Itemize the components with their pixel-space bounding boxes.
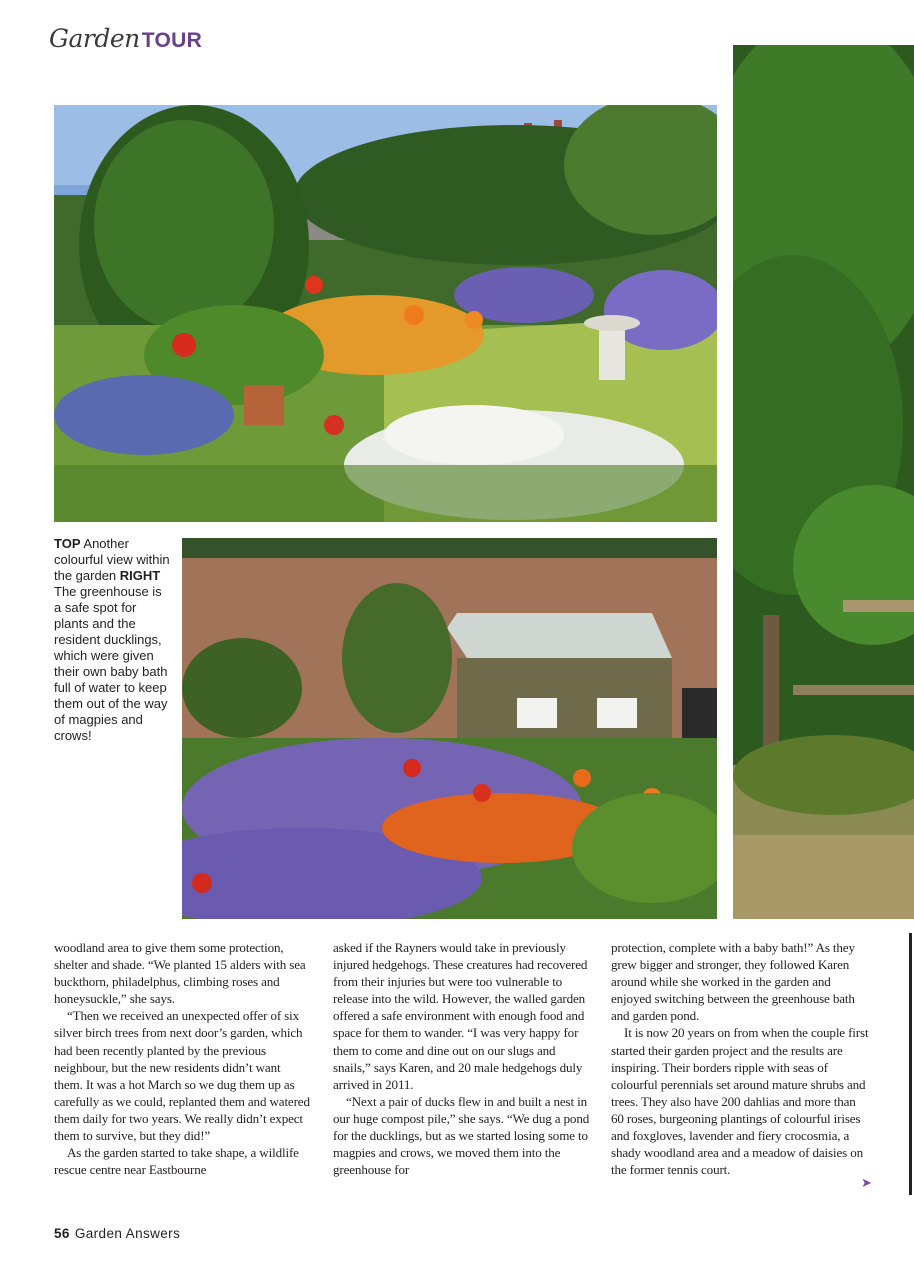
section-bold-title: TOUR: [141, 29, 203, 52]
caption-right-label: RIGHT: [119, 568, 161, 583]
col3-paragraph-2: It is now 20 years on from when the couple first started their garden project and the results are inspiring. Their borders ripple with seas of colourful perennials set around mature shrubs and trees. They also have 200 dahlias and more than 60 roses, burgeoning plantings of colourful irises and foxgloves, lavender and fiery crocosmia, a shady woodland area and a meadow of daisies on the former tennis court.: [611, 1025, 869, 1178]
page-edge-rule: [909, 933, 912, 1195]
page-number: 56: [54, 1226, 70, 1241]
caption-top-text: Another colourful view within the garden: [54, 536, 170, 583]
col1-paragraph-2: “Then we received an unexpected offer of six silver birch trees from next door’s garden, which had been recently planted by the previous neighbour, but the new residents didn’t want them. It was a hot March so we dug them up as carefully as we could, replanted them and watered them daily for two years. We really didn’t expect them to survive, but they did!”: [54, 1008, 310, 1144]
col2-paragraph-2: “Next a pair of ducks flew in and built a nest in our huge compost pile,” she says. “We dug a pond for the ducklings, but as we started losing some to magpies and crows, we moved them into the greenhouse for: [333, 1093, 590, 1178]
caption-top-label: TOP: [54, 536, 81, 551]
photo-woodland: [733, 45, 914, 919]
continue-arrow-icon: ➤: [861, 1176, 872, 1191]
col1-paragraph-1: woodland area to give them some protection, shelter and shade. “We planted 15 alders with sea buckthorn, philadelphus, climbing roses and honeysuckle,” she says.: [54, 940, 306, 1007]
col1-paragraph-3: As the garden started to take shape, a wildlife rescue centre near Eastbourne: [54, 1145, 299, 1178]
photo-greenhouse: [182, 538, 717, 919]
page-folio: [54, 1226, 180, 1241]
body-column-3: [611, 939, 869, 1178]
caption-right-text: The greenhouse is a safe spot for plants and the resident ducklings, which were given their own baby bath full of water to keep them out of the way of magpies and crows!: [54, 584, 168, 743]
magazine-name: Garden Answers: [74, 1226, 181, 1241]
col2-paragraph-1: asked if the Rayners would take in previously injured hedgehogs. These creatures had recovered from their injuries but were too vulnerable to release into the wild. However, the walled garden offered a safe environment with enough food and space for them to wander. “I was very happy for them to come and dine out on our slugs and snails,” says Karen, and 20 male hedgehogs duly arrived in 2011.: [333, 940, 588, 1092]
body-column-2: [333, 939, 591, 1178]
section-script-title: Garden: [49, 24, 140, 53]
photo-caption: [54, 536, 170, 744]
section-header: [49, 24, 202, 60]
col3-paragraph-1: protection, complete with a baby bath!” As they grew bigger and stronger, they followed Karen around while she worked in the garden and enjoyed switching between the greenhouse bath and garden pond.: [611, 940, 855, 1024]
photo-garden-border: [54, 105, 717, 522]
body-column-1: [54, 939, 312, 1178]
